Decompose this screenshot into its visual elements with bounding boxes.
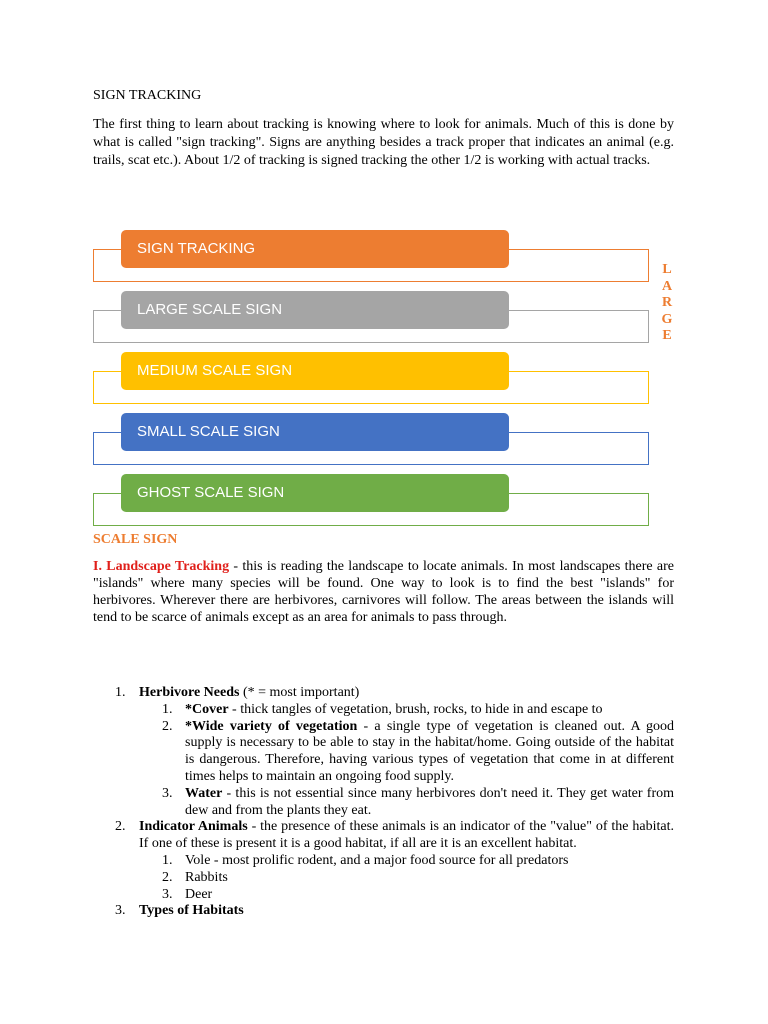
item-text: - the presence of these animals is an indicator of the "value" of the habitat. If one of these is present it is a good habitat, if all are it is an excellent habitat. <box>139 819 675 852</box>
bar-sign-tracking: SIGN TRACKING <box>121 230 509 268</box>
page-title: SIGN TRACKING <box>93 88 202 103</box>
sub-list <box>139 853 674 903</box>
list-number: 2. <box>162 869 173 885</box>
scale-sign-heading: SCALE SIGN <box>93 532 178 547</box>
letter: E <box>662 328 672 343</box>
item-heading: *Cover <box>185 701 229 717</box>
landscape-paragraph <box>93 558 674 626</box>
letter: L <box>662 262 672 277</box>
bar-small-scale-sign: SMALL SCALE SIGN <box>121 413 509 451</box>
list-item <box>139 887 674 904</box>
list-number: 2. <box>115 819 126 835</box>
intro-paragraph: The first thing to learn about tracking is knowing where to look for animals. Much of this is done by what is called "sign tracking". Signs are anything besides a track proper that indicates an animal (e.g. trails, scat etc.). About 1/2 of tracking is signed tracking the other 1/2 is working with actual tracks. <box>93 117 674 168</box>
list-item <box>139 702 674 719</box>
numbered-list <box>93 685 674 920</box>
list-number: 3. <box>162 886 173 902</box>
item-heading: Types of Habitats <box>139 903 244 919</box>
landscape-lead: I. Landscape Tracking <box>93 559 230 574</box>
item-heading: Indicator Animals <box>139 819 248 835</box>
letter: G <box>661 311 673 327</box>
list-item <box>139 870 674 887</box>
list-item <box>139 719 674 786</box>
item-text: Vole - most prolific rodent, and a major food source for all predators <box>185 852 569 868</box>
item-text: - this is not essential since many herbivores don't need it. They get water from dew and from the plants they eat. <box>185 785 674 818</box>
list-number: 1. <box>162 701 173 717</box>
list-item <box>139 786 674 820</box>
list-item <box>93 819 674 903</box>
letter: A <box>661 278 673 294</box>
list-number: 3. <box>162 785 173 801</box>
list-item <box>93 685 674 819</box>
list-item <box>139 853 674 870</box>
list-item <box>93 903 674 920</box>
item-heading: *Wide variety of vegetation <box>185 718 358 734</box>
item-text: - a single type of vegetation is cleaned out. A good supply is necessary to be able to stay in the habitat/home. Going outside of the habitat is dangerous. Therefore, having various types of vegetation that come in at different times helps to maintain an ongoing food supply. <box>185 718 674 784</box>
vertical-large-label <box>660 262 674 345</box>
landscape-text: - this is reading the landscape to locate animals. In most landscapes there are "islands" where many species will be found. One way to look is to find the best "islands" for herbivores. Wherever there are herbivores, carnivores will follow. The areas between the islands will tend to be scarce of animals except as an area for animals to pass through. <box>93 559 674 625</box>
list-number: 1. <box>162 852 173 868</box>
bar-medium-scale-sign: MEDIUM SCALE SIGN <box>121 352 509 390</box>
list-number: 2. <box>162 718 173 734</box>
item-heading: Water <box>185 785 223 801</box>
list-number: 3. <box>115 903 126 919</box>
item-text: (* = most important) <box>239 685 360 700</box>
letter: R <box>661 295 673 310</box>
list-number: 1. <box>115 685 126 700</box>
item-text: Deer <box>185 886 213 902</box>
item-text: - thick tangles of vegetation, brush, rocks, to hide in and escape to <box>228 701 603 717</box>
bar-ghost-scale-sign: GHOST SCALE SIGN <box>121 474 509 512</box>
sub-list <box>139 702 674 820</box>
bar-large-scale-sign: LARGE SCALE SIGN <box>121 291 509 329</box>
item-text: Rabbits <box>185 869 228 885</box>
item-heading: Herbivore Needs <box>139 685 240 700</box>
